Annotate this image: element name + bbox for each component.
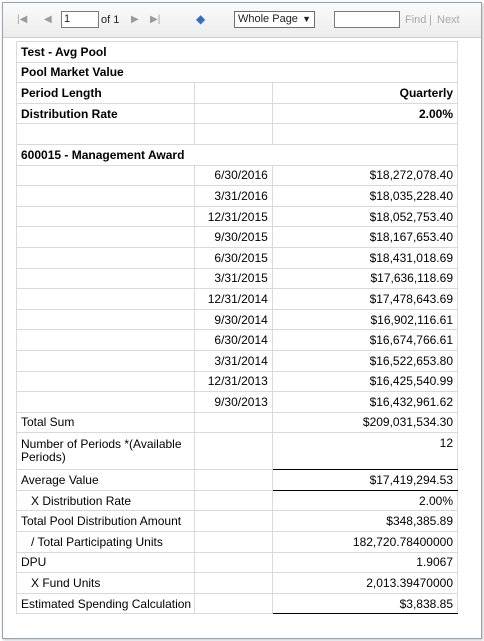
period-row (17, 330, 458, 351)
distribution-rate-value: 2.00% (272, 103, 457, 124)
period-value: $18,035,228.40 (272, 186, 457, 207)
period-date: 3/31/2014 (194, 350, 272, 371)
period-row (17, 392, 458, 413)
period-value: $18,052,753.40 (272, 206, 457, 227)
period-date: 3/31/2016 (194, 186, 272, 207)
find-input[interactable] (334, 11, 400, 28)
total-pool-distribution-value: $348,385.89 (272, 511, 457, 532)
table-row (17, 412, 458, 433)
period-date: 6/30/2014 (194, 330, 272, 351)
period-row (17, 350, 458, 371)
period-value: $16,902,116.61 (272, 309, 457, 330)
table-row (17, 83, 458, 104)
back-arrow-icon[interactable]: ◆ (196, 12, 206, 26)
total-pool-distribution-label: Total Pool Distribution Amount (17, 511, 195, 532)
period-row (17, 268, 458, 289)
total-sum-value: $209,031,534.30 (272, 412, 457, 433)
total-participating-units-label: / Total Participating Units (17, 532, 195, 553)
page-number-input[interactable]: 1 (61, 11, 99, 28)
section-title: 600015 - Management Award (17, 144, 458, 165)
period-value: $16,432,961.62 (272, 392, 457, 413)
period-row (17, 227, 458, 248)
find-link[interactable]: Find (405, 14, 427, 26)
x-distribution-rate-label: X Distribution Rate (17, 490, 195, 511)
period-value: $18,167,653.40 (272, 227, 457, 248)
period-date: 9/30/2013 (194, 392, 272, 413)
page-count-label: of 1 (101, 14, 120, 26)
x-fund-units-label: X Fund Units (17, 573, 195, 594)
pool-market-value-label: Pool Market Value (17, 62, 458, 83)
period-value: $17,636,118.69 (272, 268, 457, 289)
estimated-spending-value: $3,838.85 (272, 593, 457, 614)
period-row (17, 186, 458, 207)
table-row (17, 573, 458, 594)
table-row (17, 490, 458, 511)
table-row (17, 532, 458, 553)
number-of-periods-value: 12 (272, 433, 457, 470)
period-value: $16,674,766.61 (272, 330, 457, 351)
dpu-value: 1.9067 (272, 552, 457, 573)
period-value: $16,522,653.80 (272, 350, 457, 371)
report-table (16, 41, 458, 614)
period-row (17, 206, 458, 227)
period-row (17, 247, 458, 268)
period-date: 12/31/2014 (194, 289, 272, 310)
zoom-select[interactable] (234, 11, 315, 28)
next-page-icon[interactable]: ▶ (131, 14, 139, 25)
find-next-link[interactable]: Next (437, 14, 460, 26)
period-date: 9/30/2015 (194, 227, 272, 248)
period-row (17, 165, 458, 186)
period-date: 12/31/2015 (194, 206, 272, 227)
period-date: 6/30/2015 (194, 247, 272, 268)
period-row (17, 309, 458, 330)
distribution-rate-label: Distribution Rate (17, 103, 195, 124)
dpu-label: DPU (17, 552, 195, 573)
x-fund-units-value: 2,013.39470000 (272, 573, 457, 594)
period-length-label: Period Length (17, 83, 195, 104)
pool-name-label: Test - Avg Pool (17, 42, 458, 63)
first-page-icon[interactable]: |◀ (17, 14, 28, 25)
table-row (17, 470, 458, 491)
table-row (17, 42, 458, 63)
table-row (17, 124, 458, 145)
period-length-value: Quarterly (272, 83, 457, 104)
estimated-spending-label: Estimated Spending Calculation (17, 593, 195, 614)
toolbar-separator: | (429, 14, 432, 26)
period-value: $17,478,643.69 (272, 289, 457, 310)
table-row (17, 144, 458, 165)
table-row (17, 511, 458, 532)
period-row (17, 289, 458, 310)
report-toolbar (3, 3, 481, 38)
table-row (17, 433, 458, 470)
period-date: 9/30/2014 (194, 309, 272, 330)
table-row (17, 103, 458, 124)
period-value: $18,431,018.69 (272, 247, 457, 268)
average-value-label: Average Value (17, 470, 195, 491)
total-sum-label: Total Sum (17, 412, 195, 433)
period-date: 3/31/2015 (194, 268, 272, 289)
average-value: $17,419,294.53 (272, 470, 457, 491)
zoom-selected-label: Whole Page (238, 13, 298, 25)
period-value: $18,272,078.40 (272, 165, 457, 186)
period-date: 12/31/2013 (194, 371, 272, 392)
table-row (17, 62, 458, 83)
period-value: $16,425,540.99 (272, 371, 457, 392)
total-participating-units-value: 182,720.78400000 (272, 532, 457, 553)
period-row (17, 371, 458, 392)
x-distribution-rate-value: 2.00% (272, 490, 457, 511)
chevron-down-icon: ▼ (302, 14, 311, 24)
number-of-periods-label: Number of Periods *(Available Periods) (17, 433, 195, 470)
last-page-icon[interactable]: ▶| (150, 14, 161, 25)
report-viewer (2, 2, 482, 639)
previous-page-icon[interactable]: ◀ (44, 14, 52, 25)
period-date: 6/30/2016 (194, 165, 272, 186)
table-row (17, 593, 458, 614)
table-row (17, 552, 458, 573)
